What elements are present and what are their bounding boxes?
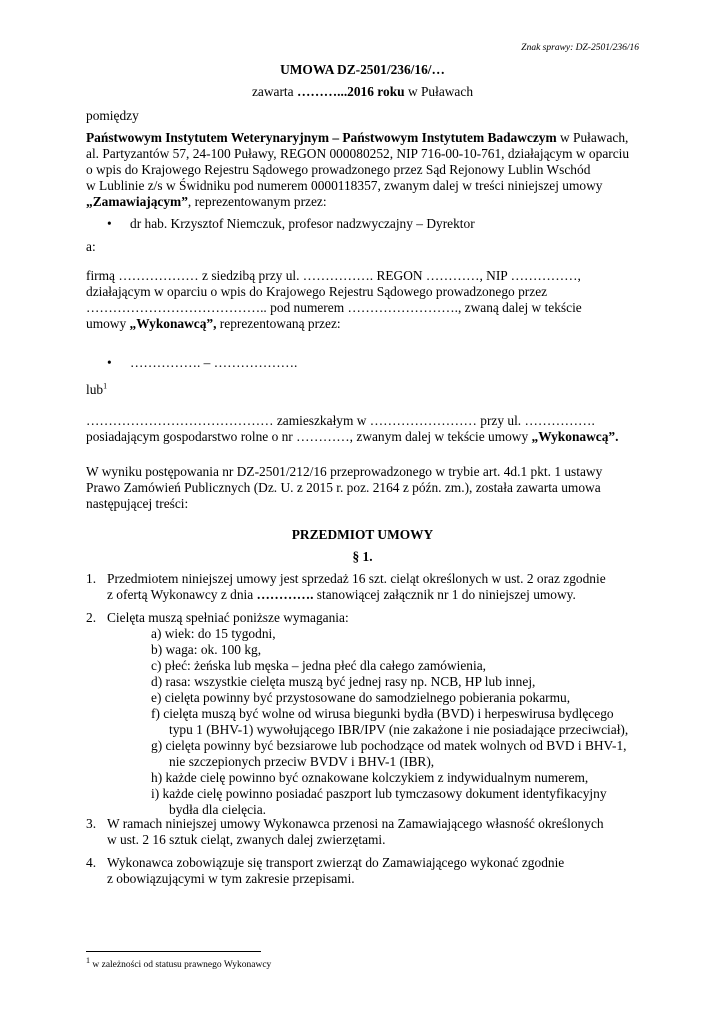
intro-line1: W wyniku postępowania nr DZ-2501/212/16 przeprowadzonego w trybie art. 4d.1 pkt. 1 ustawy	[86, 464, 603, 479]
item2-line1: Cielęta muszą spełniać poniższe wymagania:	[107, 610, 349, 625]
party2-line1: firmą ……………… z siedzibą przy ul. ……………. REGON …………, NIP ……………,	[86, 268, 581, 283]
item1-offer-date: ………….	[256, 587, 314, 602]
party2-block	[86, 268, 639, 332]
footnote-text: w zależności od statusu prawnego Wykonawcy	[90, 960, 272, 970]
party1-line1-rest: w Puławach,	[556, 130, 629, 145]
list-item-1	[86, 571, 639, 603]
requirement-b: b) waga: ok. 100 kg,	[151, 642, 262, 657]
or-text: lub	[86, 382, 104, 397]
footnote-reference: 1	[103, 381, 108, 391]
intro-paragraph	[86, 464, 639, 512]
or-label	[86, 382, 107, 398]
footnote	[86, 957, 271, 973]
and-label: a:	[86, 239, 96, 254]
party1-block	[86, 130, 639, 210]
party3-role: „Wykonawcą”.	[531, 429, 619, 444]
party2-line3: ………………………………….. pod numerem ……………………., zwaną dalej w tekście	[86, 300, 582, 315]
item1-line2-suffix: stanowiącej załącznik nr 1 do niniejszej umowy.	[313, 587, 576, 602]
requirement-d: d) rasa: wszystkie cielęta muszą być jednej rasy np. NCB, HP lub innej,	[151, 674, 536, 689]
intro-line2: Prawo Zamówień Publicznych (Dz. U. z 2015 r. poz. 2164 z późn. zm.), została zawarta umowa	[86, 480, 601, 495]
party2-line2: działającym w oparciu o wpis do Krajowego Rejestru Sądowego prowadzonego przez	[86, 284, 548, 299]
item1-line2-prefix: z ofertą Wykonawcy z dnia	[107, 587, 257, 602]
concluded-date: ………...2016 roku	[296, 84, 405, 99]
footnote-mark: 1	[86, 955, 90, 965]
party1-address: al. Partyzantów 57, 24-100 Puławy, REGON 000080252, NIP 716-00-10-761, działającym w oparciu	[86, 146, 630, 161]
requirement-c: c) płeć: żeńska lub męska – jedna płeć dla całego zamówienia,	[151, 658, 486, 673]
party1-name: Państwowym Instytutem Weterynaryjnym – Państwowym Instytutem Badawczym	[86, 130, 557, 145]
party3-line1: …………………………………… zamieszkałym w …………………… przy ul. …………….	[86, 413, 595, 428]
case-number: Znak sprawy: DZ-2501/236/16	[521, 43, 639, 53]
concluded-prefix: zawarta	[251, 84, 297, 99]
requirement-h: h) każde cielę powinno być oznakowane kolczykiem z indywidualnym numerem,	[151, 770, 589, 785]
list-item-number: 1.	[86, 571, 97, 586]
contract-title: UMOWA DZ-2501/236/16/…	[280, 62, 445, 77]
party2-line4-prefix: umowy	[86, 316, 130, 331]
party2-line4-suffix: reprezentowaną przez:	[216, 316, 341, 331]
party1-role: „Zamawiającym”	[86, 194, 188, 209]
list-item-number: 4.	[86, 855, 97, 870]
list-item-4	[86, 855, 639, 887]
item4-line2: z obowiązującymi w tym zakresie przepisami.	[107, 871, 355, 886]
requirement-e: e) cielęta powinny być przystosowane do samodzielnego pobierania pokarmu,	[151, 690, 571, 705]
concluded-date-line	[86, 84, 639, 100]
item4-line1: Wykonawca zobowiązuje się transport zwierząt do Zamawiającego wykonać zgodnie	[107, 855, 565, 870]
party1-registry-number: w Lublinie z/s w Świdniku pod numerem 0000118357, zwanym dalej w treści niniejszej umowy	[86, 178, 603, 193]
requirement-f: f) cielęta muszą być wolne od wirusa biegunki bydła (BVD) i herpeswirusa bydlęcego typu 1 (BHV-1) wywołującego IBR/IPV (nie zakażone i nie posiadające przeciwciał),	[151, 706, 629, 737]
item3-line2: w ust. 2 16 sztuk cieląt, zwanych dalej zwierzętami.	[107, 832, 386, 847]
item3-line1: W ramach niniejszej umowy Wykonawca przenosi na Zamawiającego własność określonych	[107, 816, 604, 831]
party1-representative-bullet: •	[107, 216, 112, 231]
list-item-3	[86, 816, 639, 848]
party2-role: „Wykonawcą”,	[129, 316, 217, 331]
concluded-place: w Puławach	[404, 84, 474, 99]
section-paragraph: § 1.	[352, 549, 373, 564]
list-item-number: 3.	[86, 816, 97, 831]
requirement-g: g) cielęta powinny być bezsiarowe lub pochodzące od matek wolnych od BVD i BHV-1, nie szczepionych przeciw BVDV i BHV-1 (IBR),	[151, 738, 627, 769]
section-heading: PRZEDMIOT UMOWY	[291, 527, 434, 542]
list-item-number: 2.	[86, 610, 97, 625]
list-item-2	[86, 610, 639, 818]
party2-representative-bullet: •	[107, 355, 112, 370]
intro-line3: następującej treści:	[86, 496, 189, 511]
party3-block	[86, 413, 639, 445]
requirement-a: a) wiek: do 15 tygodni,	[151, 626, 276, 641]
party1-role-suffix: , reprezentowanym przez:	[187, 194, 327, 209]
requirement-i: i) każde cielę powinno posiadać paszport lub tymczasowy dokument identyfikacyjny bydła dla cielęcia.	[151, 786, 607, 817]
party2-representative: ……………. – ……………….	[130, 355, 298, 370]
party1-representative: dr hab. Krzysztof Niemczuk, profesor nadzwyczajny – Dyrektor	[130, 216, 475, 231]
requirements-list	[151, 626, 639, 818]
between-label: pomiędzy	[86, 108, 139, 123]
footnote-separator	[86, 951, 261, 952]
party1-registry: o wpis do Krajowego Rejestru Sądowego prowadzonego przez Sąd Rejonowy Lublin Wschód	[86, 162, 591, 177]
party3-line2: posiadającym gospodarstwo rolne o nr …………, zwanym dalej w tekście umowy	[86, 429, 532, 444]
item1-line1: Przedmiotem niniejszej umowy jest sprzedaż 16 szt. cieląt określonych w ust. 2 oraz zgodnie	[107, 571, 606, 586]
